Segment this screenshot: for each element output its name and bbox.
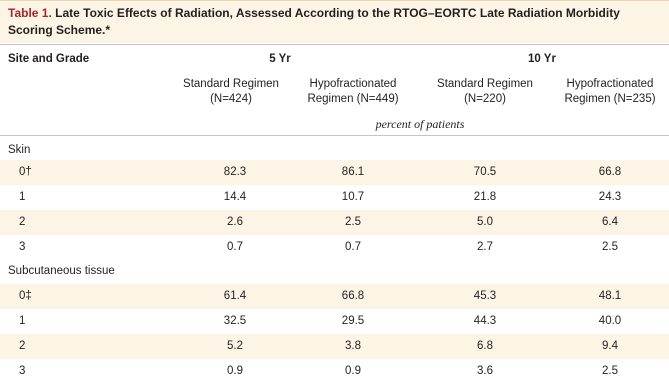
value-cell: 48.1	[598, 290, 622, 302]
grade-cell: 0†	[19, 166, 32, 178]
value-cell: 24.3	[598, 191, 622, 203]
col-header-3-line1: Standard Regimen	[437, 78, 533, 90]
value-cell: 14.4	[223, 191, 247, 203]
col-header-4-line1: Hypofractionated	[566, 78, 654, 90]
section-label-subcutaneous: Subcutaneous tissue	[8, 265, 115, 277]
value-cell: 40.0	[598, 315, 622, 327]
col-header-2	[293, 77, 413, 107]
value-cell: 44.3	[473, 315, 497, 327]
table-row	[0, 185, 669, 210]
value-cell: 6.8	[477, 340, 493, 352]
col-header-4-line2: Regimen (N=235)	[564, 93, 656, 105]
group-header-5yr: 5 Yr	[269, 53, 291, 65]
row-header: Site and Grade	[8, 53, 90, 65]
col-header-4	[552, 77, 668, 107]
grade-cell: 1	[19, 191, 26, 203]
table-title-text: Late Toxic Effects of Radiation, Assessed According to the RTOG–EORTC Late Radiation Morbidity Scoring Scheme.*	[8, 6, 620, 37]
value-cell: 29.5	[341, 315, 365, 327]
value-cell: 2.5	[602, 241, 618, 253]
value-cell: 32.5	[223, 315, 247, 327]
table-row	[0, 160, 669, 185]
table-row	[0, 359, 669, 384]
table-row	[0, 235, 669, 260]
value-cell: 66.8	[341, 290, 365, 302]
value-cell: 2.7	[477, 241, 493, 253]
grade-cell: 0‡	[19, 290, 32, 302]
group-header-10yr: 10 Yr	[528, 53, 556, 65]
value-cell: 0.7	[345, 241, 361, 253]
grade-cell: 3	[19, 365, 26, 377]
col-header-3-line2: (N=220)	[464, 93, 506, 105]
value-cell: 45.3	[473, 290, 497, 302]
value-cell: 3.6	[477, 365, 493, 377]
col-header-1-line2: (N=424)	[210, 93, 252, 105]
value-cell: 5.0	[477, 216, 493, 228]
value-cell: 6.4	[602, 216, 618, 228]
header-top-rule	[0, 44, 669, 45]
units-label: percent of patients	[375, 117, 465, 131]
value-cell: 0.9	[227, 365, 243, 377]
value-cell: 5.2	[227, 340, 243, 352]
table-title	[8, 5, 663, 39]
table-row	[0, 334, 669, 359]
grade-cell: 1	[19, 315, 26, 327]
value-cell: 70.5	[473, 166, 497, 178]
col-header-2-line2: Regimen (N=449)	[307, 93, 399, 105]
grade-cell: 3	[19, 241, 26, 253]
value-cell: 2.5	[345, 216, 361, 228]
value-cell: 9.4	[602, 340, 618, 352]
grade-cell: 2	[19, 216, 26, 228]
value-cell: 86.1	[341, 166, 365, 178]
value-cell: 61.4	[223, 290, 247, 302]
value-cell: 82.3	[223, 166, 247, 178]
value-cell: 10.7	[341, 191, 365, 203]
table-row	[0, 284, 669, 309]
header-bottom-rule	[0, 135, 669, 136]
col-header-1-line1: Standard Regimen	[183, 78, 279, 90]
value-cell: 21.8	[473, 191, 497, 203]
table-title-bar	[0, 0, 669, 43]
value-cell: 0.7	[227, 241, 243, 253]
value-cell: 2.5	[602, 365, 618, 377]
table-row	[0, 210, 669, 235]
col-header-2-line1: Hypofractionated	[309, 78, 397, 90]
col-header-3	[426, 77, 544, 107]
value-cell: 0.9	[345, 365, 361, 377]
table-label: Table 1.	[8, 6, 52, 20]
col-header-1	[172, 77, 290, 107]
value-cell: 66.8	[598, 166, 622, 178]
value-cell: 3.8	[345, 340, 361, 352]
value-cell: 2.6	[227, 216, 243, 228]
section-label-skin: Skin	[8, 144, 31, 156]
grade-cell: 2	[19, 340, 26, 352]
table-row	[0, 309, 669, 334]
